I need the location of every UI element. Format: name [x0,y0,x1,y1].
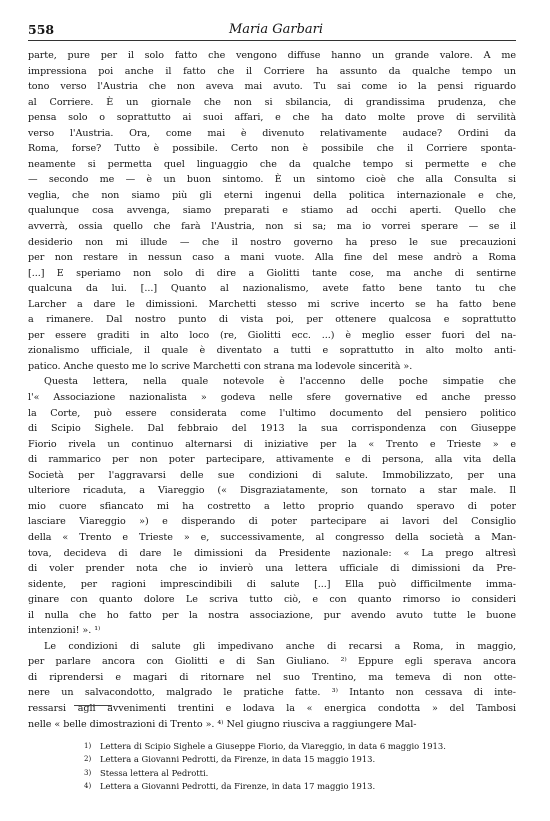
footnotes [84,740,524,793]
text-line: il nulla che ho fatto per la nostra associazione, pur avendo avuto tutte le buone [28,609,516,621]
footnote-rule [74,705,112,706]
footnote-text: Lettera a Giovanni Pedrotti, da Firenze, in data 17 maggio 1913. [100,780,376,791]
text-line: intenzioni! ». ¹⁾ [28,625,101,637]
text-line: desiderio non mi illude — che il nostro governo ha preso le sue precauzioni [28,236,516,248]
text-line: la Corte, può essere considerata come l'ultimo documento del pensiero politico [28,407,516,419]
text-line: nere un salvacondotto, malgrado le pratiche fatte. ³⁾ Intanto non cessava di inte- [28,687,516,699]
text-line: Le condizioni di salute gli impedivano anche di recarsi a Roma, in maggio, [44,640,516,652]
text-line: Società per l'aggravarsi delle sue condizioni di salute. Immobilizzato, per una [28,469,516,481]
header-rule [28,40,516,41]
text-line: patico. Anche questo me lo scrive Marchetti con strana ma lodevole sincerità ». [28,360,413,372]
footnote [84,753,524,766]
text-line: qualunque cosa avvenga, siamo preparati e stiamo ad occhi aperti. Quello che [28,205,516,217]
text-line: ginare con quanto dolore Le scriva tutto ciò, e con quanto rimorso io consideri [28,594,516,606]
text-line: lasciare Viareggio ») e disperando di poter partecipare ai lavori del Consiglio [28,516,516,528]
footnote [84,767,524,780]
footnote [84,780,524,793]
text-line: Fiorio rivela un continuo alternarsi di iniziative per la « Trento e Trieste » e [28,438,516,450]
text-line: per parlare ancora con Giolitti e di San Giuliano. ²⁾ Eppure egli sperava ancora [28,656,516,668]
text-line: di rammarico per non poter parteciparе, attivamente e di persona, alla vita della [28,454,516,466]
page-header [28,22,524,42]
text-line: l'« Associazione nazionalista » godeva nelle sfere governative ed anche presso [28,392,516,404]
text-line: pensa solo o soprattutto ai suoi affari, e che ha dato molte prove di servilità [28,112,516,124]
page-number: 558 [28,22,55,37]
text-line: di voler prender nota che io invierò una lettera ufficiale di dimissioni da Pre- [28,563,516,575]
text-line: Roma, forse? Tutto è possibile. Certo non è possibile che il Corriere sponta- [28,143,516,155]
text-line: a rimanere. Dal nostro punto di vista poi, per ottenere qualcosa e soprattutto [28,314,516,326]
text-line: — secondo me — è un buon sintomo. È un sintomo cioè che alla Consulta si [28,174,516,186]
footnote-mark: 2) [84,755,92,764]
text-line: di Scipio Sighele. Dal febbraio del 1913 la sua corrispondenza con Giuseppe [28,423,516,435]
text-line: veglia, che non siamo più gli eterni ingenui della politica internazionale e che, [28,189,516,201]
text-line: sidente, per ragioni imprescindibili di salute [...] Ella può difficilmente imma- [28,578,516,590]
footnote-mark: 4) [84,781,92,790]
body-text [28,48,516,732]
text-line: nelle « belle dimostrazioni di Trento ». ⁴⁾ Nel giugno riusciva a raggiungere Mal- [28,718,417,730]
text-line: qualcuna da lui. [...] Quanto al nazionalismo, avete fatto bene tanto tu che [28,283,516,295]
text-line: [...] E speriamo non solo di dire a Giolitti tante cose, ma anche di sentirne [28,267,516,279]
footnote [84,740,524,753]
text-line: ulteriore ricaduta, a Viareggio (« Disgraziatamente, son tornato a star male. Il [28,485,516,497]
text-line: tono verso l'Austria che non aveva mai avuto. Tu sai come io la pensi riguardo [28,81,516,93]
text-line: avverrà, ossia quello che farà l'Austria, non si sa; ma io vorrei sperare — se il [28,221,516,233]
text-line: mio cuore sfiancato mi ha costretto a letto proprio quando speravo di poter [28,500,516,512]
footnote-mark: 1) [84,742,92,750]
text-line: parte, pure per il solo fatto che vengono diffuse hanno un grande valore. A me [28,50,516,61]
footnote-mark: 3) [84,768,92,777]
text-line: verso l'Austria. Ora, come mai è divenuto relativamente audace? Ordini da [28,127,516,139]
text-line: della « Trento e Trieste » e, successivamente, al congresso della società a Man- [28,531,516,543]
footnote-text: Stessa lettera al Pedrotti. [100,767,209,778]
text-line: Larcher a dare le dimissioni. Marchetti stesso mi scrive incerto se ha fatto bene [28,298,516,310]
running-title: Maria Garbari [228,22,324,37]
text-line: di riprendersi e magari di ritornare nel suo Trentino, ma temeva di non otte- [28,671,516,683]
footnote-text: Lettera di Scipio Sighele a Giuseppe Fiorio, da Viareggio, in data 6 maggio 1913. [100,741,446,751]
text-line: impressiona poi anche il fatto che il Corriere ha assunto da qualche tempo un [28,65,516,77]
text-line: tova, decideva di dare le dimissioni da Presidente nazionale: « La prego altresì [28,547,516,559]
text-line: ressarsi agli avvenimenti trentini e lodava la « energica condotta » del Tambosi [28,702,516,714]
text-line: zionalismo ufficiale, il quale è diventato a tutti e soprattutto in alto molto anti- [28,345,516,357]
footnote-text: Lettera a Giovanni Pedrotti, da Firenze, in data 15 maggio 1913. [100,754,376,765]
text-line: Questa lettera, nella quale notevole è l'accenno delle poche simpatie che [44,376,516,388]
text-line: neamente si permetta quel linguaggio che da qualche tempo si permette e che [28,158,516,170]
text-line: per non restare in nessun caso a mani vuote. Alla fine del mese andrò a Roma [28,252,516,264]
text-line: al Corriere. È un giornale che non si sbilancia, di grandissima prudenza, che [28,96,516,108]
text-line: per essere graditi in alto loco (re, Giolitti ecc. ...) è meglio esser fuori del na- [28,329,516,341]
